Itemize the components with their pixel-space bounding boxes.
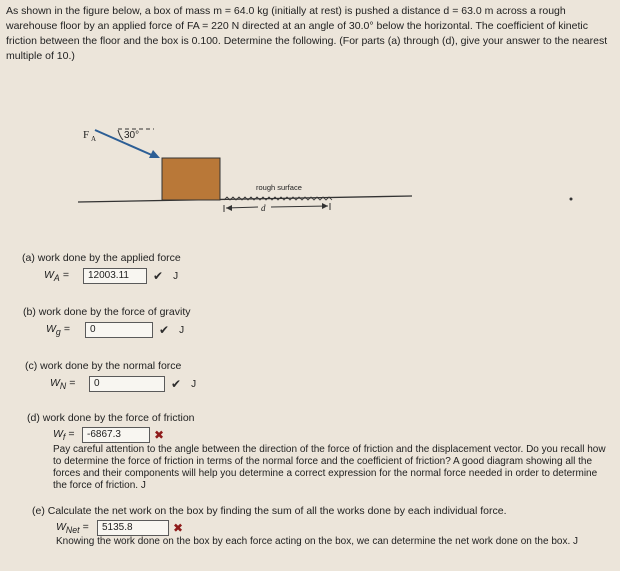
part-b: [23, 306, 191, 338]
cross-icon: ✖: [173, 521, 184, 535]
part-c-answer-field[interactable]: 0: [89, 376, 165, 392]
problem-statement: As shown in the figure below, a box of mass m = 64.0 kg (initially at rest) is pushed a distance d = 63.0 m across a rough warehouse floor by an applied force of FA = 220 N directed at an angle of 30.0° below the horizontal. The coefficient of kinetic friction between the floor and the box is 0.100. Determine the following. (For parts (a) through (d), give your answer to the nearest multiple of 10.): [6, 5, 608, 62]
distance-label: d: [261, 203, 266, 213]
part-a-unit: J: [173, 270, 179, 282]
part-c-unit: J: [191, 378, 197, 390]
force-subscript: A: [91, 135, 97, 143]
part-e-answer-field[interactable]: 5135.8: [97, 520, 169, 536]
cross-icon: ✖: [154, 428, 165, 442]
part-d-label: (d) work done by the force of friction: [27, 412, 195, 424]
check-icon: ✔: [159, 323, 170, 337]
part-e-variable: $W_{Net}$ =: [56, 520, 89, 536]
force-label: F: [83, 129, 90, 141]
part-b-answer-field[interactable]: 0: [85, 322, 153, 338]
part-b-variable: $W_g$ =: [46, 322, 70, 338]
part-a-answer-field[interactable]: 12003.11: [83, 268, 147, 284]
part-c: [25, 360, 196, 392]
check-icon: ✔: [153, 269, 164, 283]
part-e-hint: Knowing the work done on the box by each force acting on the box, we can determine the net work done on the box. J: [56, 536, 578, 547]
part-c-variable: $W_N$ =: [50, 376, 76, 392]
part-a-variable: $W_A$ =: [44, 268, 69, 284]
box: [162, 158, 220, 200]
surface-label: rough surface: [256, 183, 302, 192]
part-a: [22, 252, 181, 284]
part-d-variable: $W_f$ =: [53, 427, 75, 443]
angle-label: 30°: [124, 130, 140, 141]
part-e: [32, 505, 616, 548]
part-a-label: (a) work done by the applied force: [22, 252, 181, 264]
part-e-label: (e) Calculate the net work on the box by finding the sum of all the works done by each individual force.: [32, 505, 507, 517]
part-c-label: (c) work done by the normal force: [25, 360, 182, 372]
part-d: [27, 412, 612, 492]
part-d-answer-field[interactable]: -6867.3: [82, 427, 150, 443]
part-d-hint: Pay careful attention to the angle between the direction of the force of friction and the displacement vector. Do you recall how to determine the force of friction in terms of the normal force and the coefficient of friction? A good diagram showing all the forces and their components will help you determine a correct expression for the normal force needed in order to determine the force of friction. J: [53, 444, 606, 491]
part-b-label: (b) work done by the force of gravity: [23, 306, 191, 318]
part-b-unit: J: [179, 324, 185, 336]
force-diagram: [0, 0, 620, 230]
check-icon: ✔: [171, 377, 182, 391]
